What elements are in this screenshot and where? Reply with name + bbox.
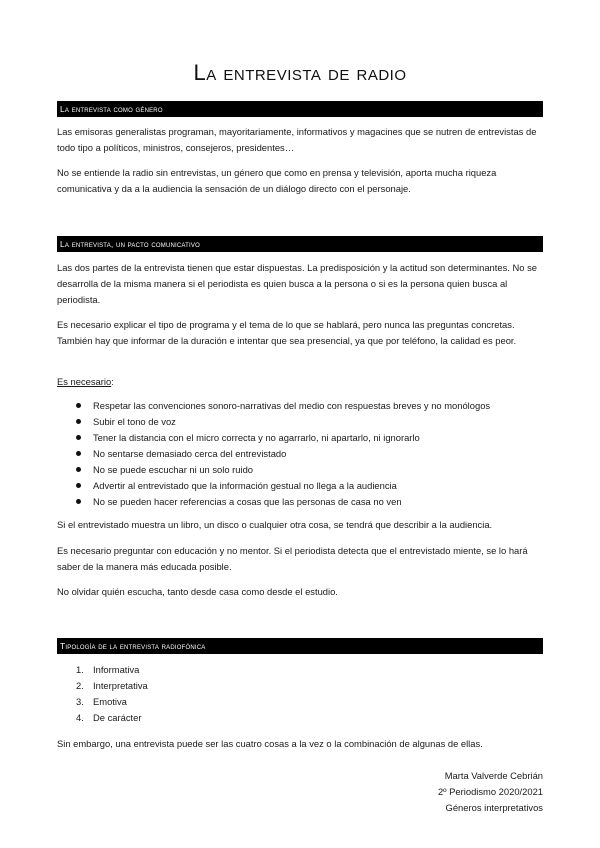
- list-item: [57, 446, 490, 462]
- bullet-icon: [76, 483, 81, 488]
- requirements-list: [57, 398, 490, 510]
- signature-author: Marta Valverde Cebrián: [444, 770, 543, 781]
- list-item: [57, 478, 490, 494]
- list-number: 2.: [76, 680, 84, 691]
- list-item: [57, 694, 148, 710]
- list-item-text: Informativa: [93, 664, 140, 675]
- bullet-icon: [76, 435, 81, 440]
- list-item: [57, 430, 490, 446]
- section-heading-pacto: La entrevista, un pacto comunicativo: [57, 236, 543, 252]
- paragraph: Las dos partes de la entrevista tienen que estar dispuestas. La predisposición y la actitud son determinantes. No se desarrolla de la misma manera si el periodista es quien busca a la persona o si es la persona quien busca al periodista.: [57, 262, 537, 305]
- paragraph: No se entiende la radio sin entrevistas, un género que como en prensa y televisión, aporta mucha riqueza comunicativa y da a la audiencia la sensación de un diálogo directo con el personaje.: [57, 167, 497, 194]
- signature-subject: Géneros interpretativos: [445, 802, 543, 813]
- typology-list: [57, 662, 148, 726]
- list-label: [57, 374, 547, 390]
- list-label-suffix: :: [111, 376, 114, 387]
- list-item: [57, 662, 148, 678]
- list-item-text: Advertir al entrevistado que la información gestual no llega a la audiencia: [93, 480, 397, 491]
- bullet-icon: [76, 451, 81, 456]
- list-item-text: No se pueden hacer referencias a cosas que las personas de casa no ven: [93, 496, 402, 507]
- paragraph: Es necesario preguntar con educación y no mentor. Si el periodista detecta que el entrevistado miente, se lo hará saber de la manera más educada posible.: [57, 545, 528, 572]
- list-item: [57, 710, 148, 726]
- list-item-text: De carácter: [93, 712, 142, 723]
- signature-block: [438, 768, 543, 816]
- paragraph: Las emisoras generalistas programan, mayoritariamente, informativos y magacines que se nutren de entrevistas de todo tipo a políticos, ministros, consejeros, presidentes…: [57, 126, 537, 153]
- list-item: [57, 414, 490, 430]
- list-item-text: No sentarse demasiado cerca del entrevistado: [93, 448, 287, 459]
- list-number: 1.: [76, 664, 84, 675]
- list-number: 3.: [76, 696, 84, 707]
- paragraph: No olvidar quién escucha, tanto desde casa como desde el estudio.: [57, 586, 338, 597]
- bullet-icon: [76, 467, 81, 472]
- signature-course: 2º Periodismo 2020/2021: [437, 786, 543, 797]
- bullet-icon: [76, 499, 81, 504]
- bullet-icon: [76, 403, 81, 408]
- list-label-text: Es necesario: [57, 376, 112, 387]
- list-item-text: No se puede escuchar ni un solo ruido: [93, 464, 253, 475]
- bullet-icon: [76, 419, 81, 424]
- list-item-text: Tener la distancia con el micro correcta y no agarrarlo, ni apartarlo, ni ignorarlo: [93, 432, 420, 443]
- paragraph: Si el entrevistado muestra un libro, un disco o cualquier otra cosa, se tendrá que describir a la audiencia.: [57, 519, 493, 530]
- list-item: [57, 494, 490, 510]
- paragraph: Sin embargo, una entrevista puede ser las cuatro cosas a la vez o la combinación de algunas de ellas.: [57, 738, 483, 749]
- list-item-text: Respetar las convenciones sonoro-narrativas del medio con respuestas breves y no monólogos: [93, 400, 491, 411]
- document-title: La entrevista de radio: [193, 60, 407, 85]
- list-item-text: Interpretativa: [93, 680, 148, 691]
- list-item: [57, 462, 490, 478]
- list-number: 4.: [76, 712, 84, 723]
- paragraph: Es necesario explicar el tipo de programa y el tema de lo que se hablará, pero nunca las preguntas concretas. También hay que informar de la duración e intentar que sea presencial, ya que por teléfono, la calidad es peor.: [57, 319, 517, 346]
- list-item-text: Emotiva: [93, 696, 127, 707]
- list-item: [57, 678, 148, 694]
- section-heading-tipologia: Tipología de la entrevista radiofónica: [57, 638, 543, 654]
- list-item-text: Subir el tono de voz: [93, 416, 176, 427]
- section-heading-genero: La entrevista como género: [57, 101, 543, 117]
- list-item: [57, 398, 490, 414]
